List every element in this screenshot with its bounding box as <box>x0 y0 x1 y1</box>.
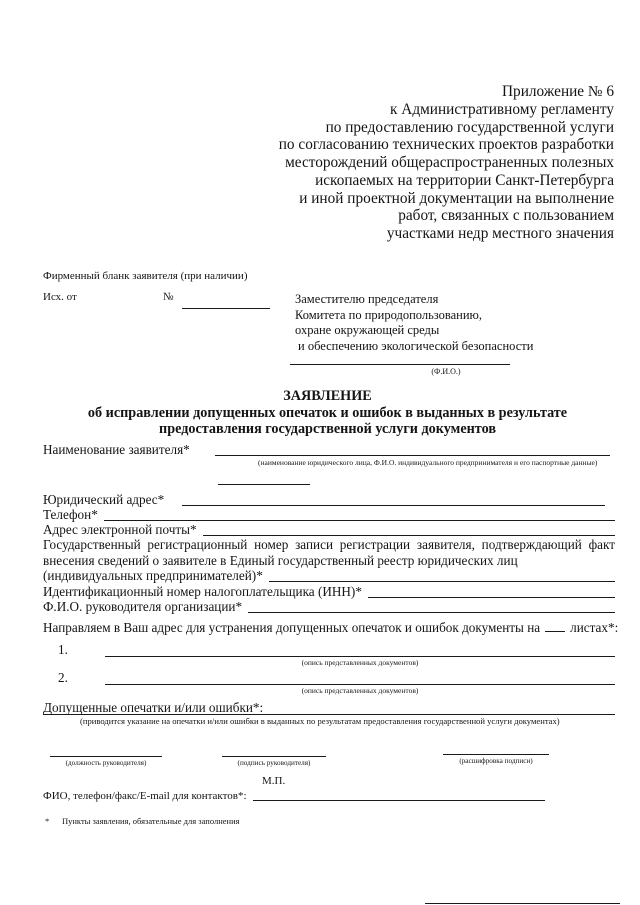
inn-label: Идентификационный номер налогоплательщика (ИНН)* <box>43 584 362 599</box>
ogrn-label-line: внесения сведений о заявителе в Единый государственный реестр юридических лиц <box>43 553 518 568</box>
appendix-header-line: месторождений общераспространенных полезных <box>285 154 614 171</box>
applicant-name-line-2 <box>218 484 310 485</box>
seal-placeholder: М.П. <box>262 775 286 787</box>
document-item-number: 1. <box>58 642 68 657</box>
appendix-header-line: работ, связанных с пользованием <box>398 207 614 225</box>
document-item-line <box>105 684 615 685</box>
appendix-header-line: участками недр местного значения <box>386 225 614 242</box>
outgoing-number-label: № <box>163 291 174 303</box>
appendix-header-line: Приложение № 6 <box>502 83 614 100</box>
document-heading: ЗАЯВЛЕНИЕ <box>283 388 372 404</box>
director-name-row <box>43 599 615 615</box>
document-subtitle-line: об исправлении допущенных опечаток и ошибок в выданных в результате <box>87 404 568 421</box>
outgoing-ref-label: Исх. от <box>43 291 77 303</box>
signature-name-caption: (расшифровка подписи) <box>443 754 549 766</box>
document-item-number: 2. <box>58 670 68 685</box>
document-subtitle-line: предоставления государственной услуги документов <box>159 421 496 438</box>
email-row <box>43 522 615 538</box>
documents-intro-suffix: листах*: <box>570 620 619 635</box>
phone-line <box>104 520 615 521</box>
email-label: Адрес электронной почты* <box>43 522 197 537</box>
addressee-line: Заместителю председателя <box>295 292 439 306</box>
document-item-caption: (опись представленных документов) <box>301 686 419 695</box>
addressee-line: Комитета по природопользованию, <box>295 307 483 322</box>
ogrn-line <box>269 581 615 582</box>
director-name-label: Ф.И.О. руководителя организации* <box>43 599 243 614</box>
phone-label: Телефон* <box>43 507 98 522</box>
legal-address-line <box>182 505 605 506</box>
footnote-marker: * <box>45 816 50 826</box>
ogrn-label-line: Государственный регистрационный номер записи регистрации заявителя, подтверждающий факт <box>43 537 615 552</box>
errors-caption: (приводится указание на опечатки и/или ошибки в выданных по результатам предоставления государственной услуги документах) <box>80 715 560 726</box>
applicant-name-row <box>43 442 610 458</box>
addressee-block <box>295 292 533 355</box>
appendix-header-line: к Административному регламенту <box>390 100 614 118</box>
contacts-line <box>253 800 545 801</box>
applicant-name-caption: (наименование юридического лица, Ф.И.О. индивидуального предпринимателя и его паспортные данные) <box>258 457 598 467</box>
document-item-line <box>105 656 615 657</box>
addressee-name-line <box>290 364 510 365</box>
documents-intro <box>43 620 618 636</box>
addressee-line: и обеспечению экологической безопасности <box>298 339 534 354</box>
email-line <box>203 535 615 536</box>
errors-label: Допущенные опечатки и/или ошибки*: <box>43 700 264 715</box>
addressee-name-caption: (Ф.И.О.) <box>431 367 461 376</box>
footnote-text: Пункты заявления, обязательные для заполнения <box>62 816 240 826</box>
contacts-label: ФИО, телефон/факс/E-mail для контактов*: <box>43 790 247 802</box>
document-title <box>40 388 615 438</box>
phone-row <box>43 507 615 523</box>
appendix-header-line: по согласованию технических проектов разработки <box>278 136 614 154</box>
signature-position-caption: (должность руководителя) <box>50 756 162 768</box>
signature-sign-caption: (подпись руководителя) <box>222 756 326 768</box>
ogrn-label-line: (индивидуальных предпринимателей)* <box>43 568 263 583</box>
sheet-count-blank <box>545 622 565 632</box>
appendix-header <box>279 83 614 243</box>
contacts-row <box>43 790 545 803</box>
director-name-line <box>248 612 615 613</box>
appendix-header-line: и иной проектной документации на выполнение <box>299 189 614 207</box>
legal-address-row <box>43 492 605 508</box>
scan-edge-line <box>425 903 620 904</box>
addressee-line: охране окружающей среды <box>295 323 440 338</box>
appendix-header-line: по предоставлению государственной услуги <box>325 118 614 136</box>
letterhead-note: Фирменный бланк заявителя (при наличии) <box>43 270 248 282</box>
applicant-name-label: Наименование заявителя* <box>43 442 190 457</box>
ogrn-row <box>43 568 615 584</box>
inn-row <box>43 584 615 600</box>
document-item-caption: (опись представленных документов) <box>301 658 419 667</box>
applicant-name-line <box>215 455 610 456</box>
legal-address-label: Юридический адрес* <box>43 492 165 507</box>
outgoing-number-line <box>182 308 270 309</box>
appendix-header-line: ископаемых на территории Санкт-Петербурга <box>315 171 614 189</box>
documents-intro-text: Направляем в Ваш адрес для устранения допущенных опечаток и ошибок документы на <box>43 620 541 635</box>
inn-line <box>368 597 615 598</box>
